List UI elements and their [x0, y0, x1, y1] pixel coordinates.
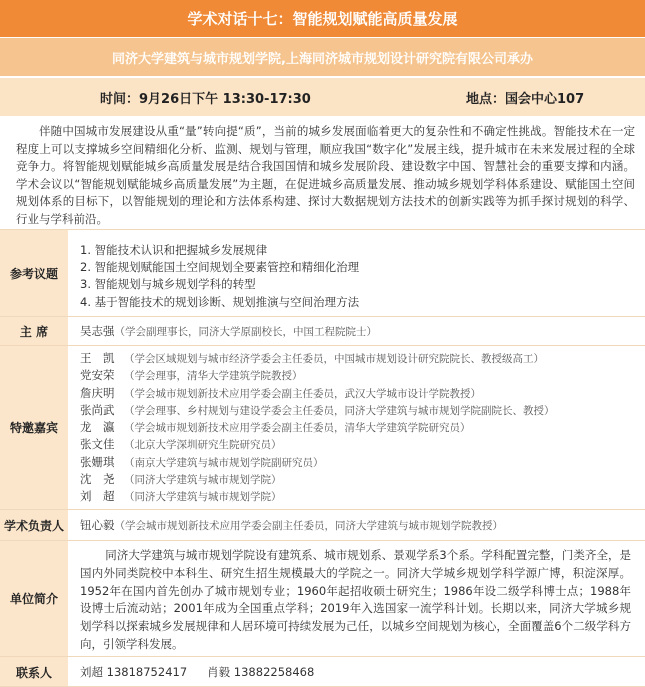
- guest-item: [80, 385, 645, 402]
- guest-desc: （北京大学深圳研究生院研究员）: [124, 439, 282, 452]
- unit-text: 同济大学建筑与城市规划学院设有建筑系、城市规划系、景观学系3个系。学科配置完整，门类齐全，是国内外同类院校中本科生、研究生招生规模最大的学院之一。同济大学城乡规划学科学源广博，积淀深厚。1952年在国内首先创办了城市规划专业；1960年起招收硕士研究生；1986年设二级学科博士点；1988年设博士后流动站；2001年成为全国重点学科；2019年入选国家一流学科计划。长期以来，同济大学城乡规划学科以探索城乡发展规律和人居环境可持续发展为己任，以城乡空间规划为核心，全面覆盖6个二级学科方向，引领学科发展。: [80, 548, 631, 651]
- guest-item: [80, 436, 645, 453]
- chair-row: [0, 316, 645, 345]
- contact-label: 联系人: [0, 657, 68, 687]
- academic-lead-desc: （学会城市规划新技术应用学委会副主任委员，同济大学建筑与城市规划学院教授）: [114, 519, 503, 532]
- guest-item: [80, 454, 645, 471]
- event-location: 地点：国会中心107: [466, 91, 585, 107]
- topic-item: 2. 智能规划赋能国土空间规划全要素管控和精细化治理: [80, 260, 360, 275]
- guest-item: [80, 350, 645, 367]
- forum-title: 学术对话十七：智能规划赋能高质量发展: [0, 0, 645, 37]
- chair-name: 吴志强: [80, 324, 115, 338]
- guest-desc: （学会理事、乡村规划与建设学委会主任委员，同济大学建筑与城市规划学院副院长、教授）: [124, 404, 555, 417]
- academic-lead-label: 学术负责人: [0, 510, 68, 540]
- guest-name: 沈 尧: [80, 472, 115, 487]
- guest-item: [80, 419, 645, 436]
- topic-item: 4. 基于智能技术的规划诊断、规划推演与空间治理方法: [80, 294, 360, 309]
- guest-name: 张姗琪: [80, 454, 115, 469]
- guests-list: [68, 346, 645, 509]
- chair-desc: （学会副理事长，同济大学原副校长，中国工程院院士）: [114, 325, 377, 338]
- guest-name: 刘 超: [80, 489, 115, 504]
- topics-label: 参考议题: [0, 230, 68, 316]
- guest-name: 张尚武: [80, 402, 115, 417]
- guest-name: 张文佳: [80, 437, 115, 452]
- unit-label: 单位简介: [0, 541, 68, 656]
- guest-desc: （学会城市规划新技术应用学委会副主任委员，清华大学建筑学院研究员）: [124, 422, 471, 435]
- guest-desc: （学会区域规划与城市经济学委会主任委员，中国城市规划设计研究院院长、教授级高工）: [124, 353, 544, 365]
- guest-item: [80, 471, 645, 488]
- guest-desc: （学会城市规划新技术应用学委会副主任委员，武汉大学城市设计学院教授）: [124, 387, 481, 400]
- event-time: 时间：9月26日下午 13:30-17:30: [100, 91, 311, 107]
- guest-desc: （南京大学建筑与城市规划学院副研究员）: [124, 456, 324, 469]
- academic-lead-row: [0, 509, 645, 540]
- guest-name: 党安荣: [80, 368, 115, 383]
- guests-label: 特邀嘉宾: [0, 346, 68, 509]
- intro-paragraph: 伴随中国城市发展建设从重“量”转向提“质”，当前的城乡发展面临着更大的复杂性和不确定性挑战。智能技术在一定程度上可以支撑城乡空间精细化分析、监测、规划与管理，顺应我国“数字化”发展主线，提升城市在未来发展过程的全球竞争力。将智能规划赋能城乡高质量发展是结合我国国情和城乡发展阶段、建设数字中国、智慧社会的重要支撑和内涵。学术会议以“智能规划赋能城乡高质量发展”为主题，在促进城乡高质量发展、推动城乡规划学科体系建设、赋能国土空间规划体系的目标下，以智能规划的理论和方法体系构建、探讨大数据规划方法技术的创新实践等为抓手探讨规划的科学、行业与学科前沿。: [16, 124, 635, 226]
- time-location-bar: [0, 78, 645, 116]
- guest-item: [80, 367, 645, 384]
- unit-row: [0, 540, 645, 656]
- chair-content: [68, 317, 645, 345]
- contact-person: 肖毅 13882258468: [207, 665, 315, 679]
- academic-lead-content: [68, 510, 645, 540]
- topics-list: [68, 230, 645, 316]
- guest-item: [80, 402, 645, 419]
- topics-row: [0, 229, 645, 316]
- guest-desc: （学会理事，清华大学建筑学院教授）: [124, 370, 303, 383]
- guest-name: 詹庆明: [80, 385, 115, 400]
- academic-lead-name: 钮心毅: [80, 518, 115, 532]
- chair-label: 主 席: [0, 317, 68, 345]
- topic-item: 1. 智能技术认识和把握城乡发展规律: [80, 243, 268, 257]
- guests-row: [0, 345, 645, 509]
- contact-row: [0, 656, 645, 687]
- guest-item: [80, 488, 645, 505]
- guest-desc: （同济大学建筑与城市规划学院）: [124, 474, 282, 487]
- contact-content: [68, 657, 645, 687]
- guest-desc: （同济大学建筑与城市规划学院）: [124, 491, 282, 504]
- topic-item: 3. 智能规划与城乡规划学科的转型: [80, 277, 256, 292]
- organizer-banner: 同济大学建筑与城市规划学院,上海同济城市规划设计研究院有限公司承办: [0, 38, 645, 76]
- guest-name: 王 凯: [80, 351, 115, 365]
- contact-person: 刘超 13818752417: [80, 665, 188, 679]
- guest-name: 龙 瀛: [80, 420, 115, 435]
